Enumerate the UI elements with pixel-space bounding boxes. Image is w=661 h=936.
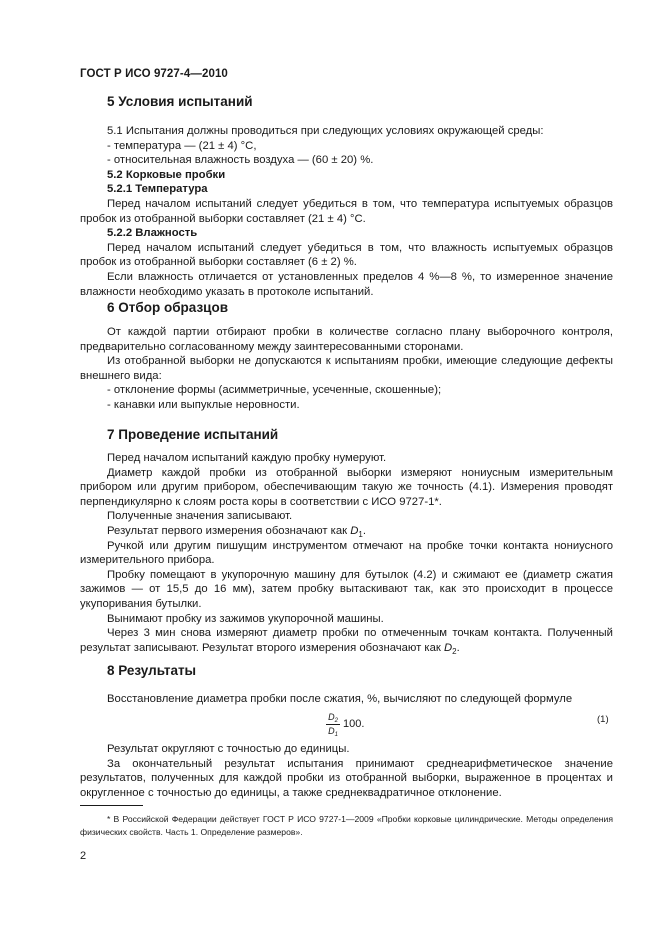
formula-fraction: $\frac{D_2}{D_1}$ [326, 712, 340, 737]
list-item: - относительная влажность воздуха — (60 ± 20) %. [107, 154, 374, 167]
section-6-body [80, 325, 613, 413]
paragraph: Перед началом испытаний следует убедиться в том, что влажность испытуемых образцов пробок из отобранной выборки составляет (6 ± 2) %. [80, 241, 613, 269]
paragraph: Перед началом испытаний каждую пробку нумеруют. [107, 452, 387, 464]
paragraph: Из отобранной выборки не допускаются к испытаниям пробки, имеющие следующие дефекты внешнего вида: [80, 355, 613, 382]
paragraph: Вынимают пробку из зажимов укупорочной машины. [107, 612, 384, 625]
clause-5-1: 5.1 Испытания должны проводиться при следующих условиях окружающей среды: [107, 125, 544, 137]
paragraph: Пробку помещают в укупорочную машину для бутылок (4.2) и сжимают ее (диаметр сжатия зажимов — от 15,5 до 16 мм), затем пробку вытаскивают так, как это происходит в процессе укупоривания бутылки. [80, 568, 613, 610]
list-item: - температура — (21 ± 4) °С, [107, 139, 257, 152]
clause-5-2-2-heading: 5.2.2 Влажность [107, 227, 198, 240]
section-8-intro [80, 692, 613, 707]
footnote: * В Российской Федерации действует ГОСТ Р ИСО 9727-1—2009 «Пробки корковые цилиндрические. Методы определения физических свойств. Часть 1. Определение размеров». [80, 814, 613, 837]
list-item: - канавки или выпуклые неровности. [107, 398, 300, 411]
paragraph: Перед началом испытаний следует убедиться в том, что температура испытуемых образцов пробок из отобранной выборки составляет (21 ± 4) °С. [80, 197, 613, 225]
paragraph: Если влажность отличается от установленных пределов 4 %—8 %, то измеренное значение влажности необходимо указать в протоколе испытаний. [80, 270, 613, 298]
section-5-title: 5 Условия испытаний [107, 94, 253, 109]
section-5-body [80, 124, 613, 299]
paragraph: Результат округляют с точностью до единицы. [107, 743, 350, 755]
section-7-body [80, 451, 613, 655]
page-number: 2 [80, 850, 87, 862]
formula-multiplier: 100. [343, 718, 365, 731]
paragraph: От каждой партии отбирают пробки в количестве согласно плану выборочного контроля, предварительно согласованному между заинтересованными сторонами. [80, 326, 613, 353]
paragraph: Ручкой или другим пишущим инструментом отмечают на пробке точки контакта нониусного измерительного прибора. [80, 539, 613, 567]
paragraph: Через 3 мин снова измеряют диаметр пробки по отмеченным точкам контакта. Полученный результат записывают. Результат второго измерения обозначают как $D_2$. [80, 627, 613, 656]
list-item: - отклонение формы (асимметричные, усеченные, скошенные); [107, 384, 442, 397]
section-6-title: 6 Отбор образцов [107, 300, 229, 315]
clause-5-2-1-heading: 5.2.1 Температура [107, 183, 208, 196]
section-7-title: 7 Проведение испытаний [107, 427, 279, 442]
section-8-title: 8 Результаты [107, 663, 197, 678]
document-header: ГОСТ Р ИСО 9727-4—2010 [80, 68, 228, 80]
fraction-bar [326, 724, 340, 725]
formula-number: (1) [597, 714, 609, 725]
formula [326, 712, 364, 737]
paragraph: Полученные значения записывают. [107, 510, 293, 523]
paragraph: За окончательный результат испытания принимают среднеарифметическое значение результатов, полученных для каждой пробки из отобранной выборки, выраженное в процентах и округленное с точностью до единицы, а также среднеквадратичное отклонение. [80, 757, 613, 799]
clause-5-2-heading: 5.2 Корковые пробки [107, 168, 226, 181]
section-8-body [80, 742, 613, 800]
footnote-divider [80, 805, 143, 806]
paragraph: Результат первого измерения обозначают как $D_1$. [107, 524, 366, 539]
paragraph: Восстановление диаметра пробки после сжатия, %, вычисляют по следующей формуле [107, 693, 573, 705]
paragraph: Диаметр каждой пробки из отобранной выборки измеряют нониусным измерительным прибором или другим прибором, обеспечивающим такую же точность (4.1). Измерения проводят перпендикулярно к слоям роста коры в соответствии с ИСО 9727-1*. [80, 466, 613, 508]
